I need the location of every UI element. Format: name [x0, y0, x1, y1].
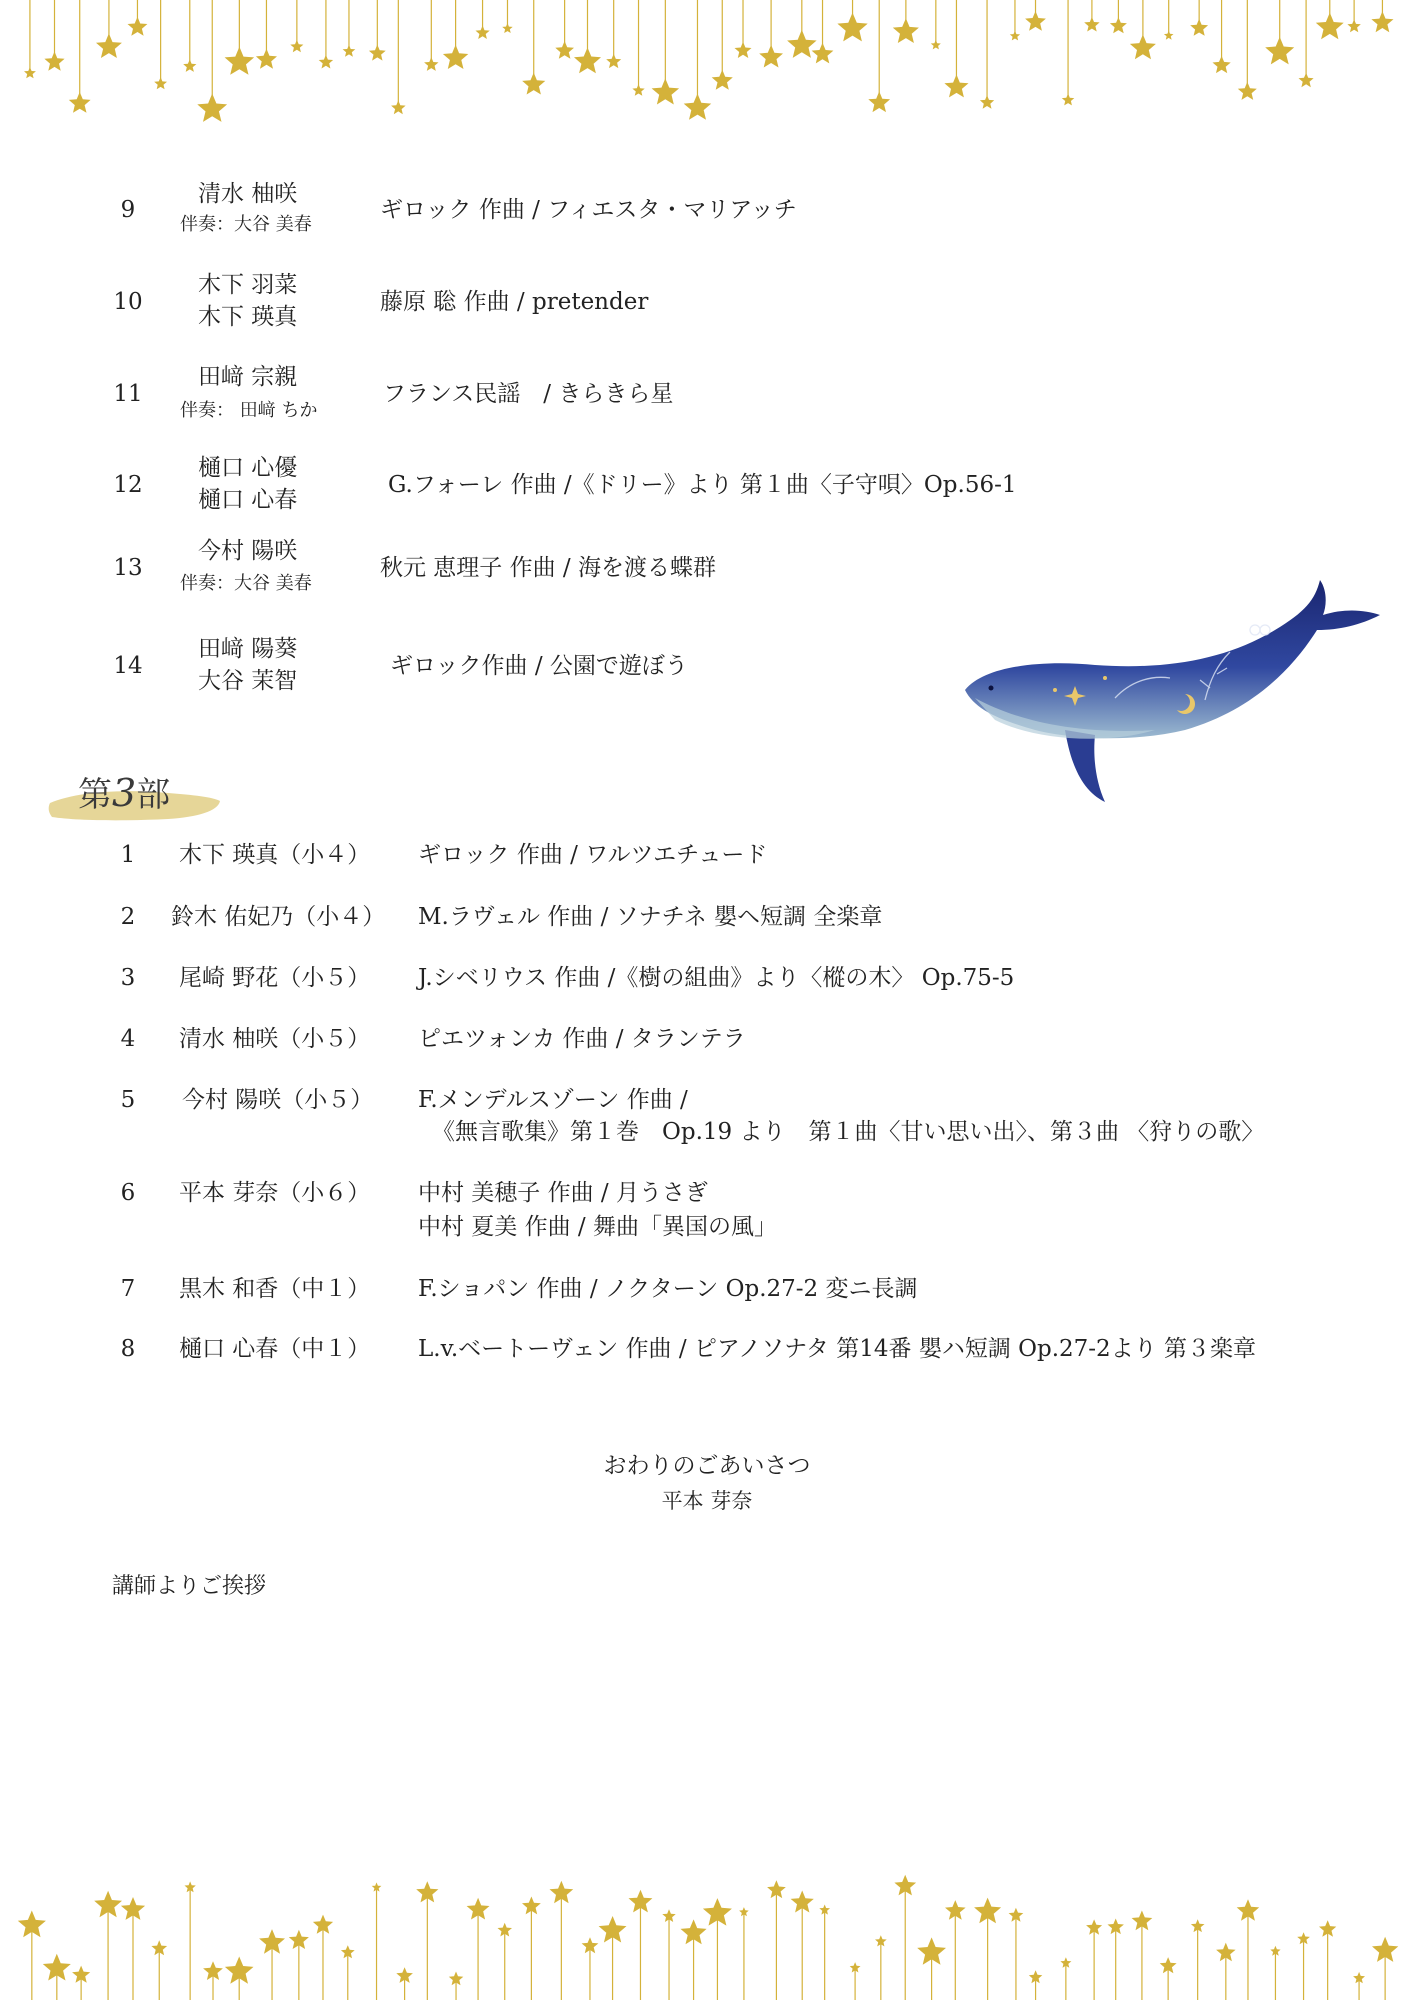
- star-icon: [424, 57, 438, 71]
- teacher-greeting: 講師よりご挨拶: [112, 1574, 267, 1599]
- star-icon: [1265, 37, 1294, 65]
- star-icon: [555, 41, 574, 59]
- piece-title: L.v.ベートーヴェン 作曲 / ピアノソナタ 第14番 嬰ハ短調 Op.27-2より 第３楽章: [418, 1336, 1257, 1362]
- performer-name-2: 大谷 茉智: [198, 668, 298, 694]
- piece-title: ピエツォンカ 作曲 / タランテラ: [418, 1026, 746, 1052]
- piece-title: ギロック 作曲 / フィエスタ・マリアッチ: [380, 197, 797, 223]
- star-icon: [787, 30, 817, 58]
- piece-title: ギロック作曲 / 公園で遊ぼう: [390, 653, 688, 679]
- item-number: 13: [113, 555, 143, 581]
- star-icon: [197, 94, 227, 122]
- performer-name: 鈴木 佑妃乃（小４）: [171, 904, 386, 930]
- star-icon: [837, 13, 867, 42]
- star-icon: [256, 49, 277, 69]
- star-icon: [944, 75, 968, 98]
- performer-name: 木下 瑛真（小４）: [179, 842, 371, 868]
- star-icon: [183, 59, 196, 72]
- star-icon: [1316, 13, 1344, 40]
- piece-title: 藤原 聡 作曲 / pretender: [380, 289, 649, 315]
- piece-title: 中村 美穂子 作曲 / 月うさぎ: [418, 1180, 708, 1206]
- performer-name: 今村 陽咲: [198, 538, 298, 564]
- star-icon: [606, 54, 621, 68]
- star-icon: [1062, 94, 1075, 106]
- star-icon: [1164, 31, 1174, 40]
- star-icon: [1010, 31, 1020, 41]
- performer-name: 木下 羽菜: [198, 272, 298, 298]
- star-icon: [1025, 11, 1046, 31]
- piece-title-2: 中村 夏美 作曲 / 舞曲「異国の風」: [418, 1214, 777, 1240]
- star-icon: [24, 67, 36, 78]
- piece-title: M.ラヴェル 作曲 / ソナチネ 嬰ヘ短調 全楽章: [418, 904, 883, 930]
- item-number: 4: [120, 1026, 136, 1052]
- star-icon: [1238, 82, 1257, 100]
- item-number: 8: [120, 1336, 136, 1362]
- star-icon: [319, 55, 333, 69]
- star-icon: [502, 23, 513, 33]
- star-icon: [1084, 17, 1099, 32]
- whale-illustration: [955, 570, 1395, 820]
- performer-name: 樋口 心優: [198, 455, 298, 481]
- item-number: 6: [120, 1180, 136, 1206]
- accompanist: 伴奏：大谷 美春: [180, 214, 312, 235]
- item-number: 7: [120, 1276, 136, 1302]
- star-icon: [1347, 19, 1360, 32]
- star-icon: [1213, 56, 1231, 73]
- piece-title: F.ショパン 作曲 / ノクターン Op.27-2 変ニ長調: [418, 1276, 918, 1302]
- performer-name: 清水 柚咲: [198, 181, 298, 207]
- star-icon: [1190, 19, 1208, 36]
- star-icon: [369, 45, 386, 61]
- piece-title: ギロック 作曲 / ワルツエチュード: [418, 842, 768, 868]
- item-number: 3: [120, 965, 136, 991]
- star-icon: [128, 17, 148, 36]
- closing-speaker: 平本 芽奈: [661, 1489, 753, 1513]
- star-icon: [522, 73, 545, 95]
- piece-title: フランス民謡 / きらきら星: [383, 381, 674, 407]
- item-number: 1: [120, 842, 136, 868]
- star-icon: [154, 77, 167, 89]
- star-icon: [735, 42, 752, 58]
- star-icon: [391, 100, 406, 114]
- star-icon: [931, 40, 941, 50]
- star-icon: [476, 26, 490, 40]
- performer-name: 清水 柚咲（小５）: [179, 1026, 371, 1052]
- section-suffix: 部: [136, 775, 171, 815]
- star-icon: [225, 47, 255, 75]
- item-number: 12: [113, 472, 143, 498]
- item-number: 14: [113, 653, 143, 679]
- item-number: 5: [120, 1087, 136, 1113]
- item-number: 2: [120, 904, 136, 930]
- piece-title: F.メンデルスゾーン 作曲 /: [418, 1087, 688, 1113]
- star-icon: [443, 45, 468, 69]
- star-icon: [290, 40, 303, 52]
- item-number: 10: [113, 289, 143, 315]
- performer-name: 田﨑 陽葵: [198, 636, 298, 662]
- item-number: 11: [113, 381, 143, 407]
- star-icon: [1130, 34, 1156, 59]
- section-title: [78, 767, 170, 816]
- piece-title-2: 《無言歌集》第１巻 Op.19 より 第１曲〈甘い思い出〉、第３曲 〈狩りの歌〉: [432, 1119, 1265, 1145]
- performer-name: 尾崎 野花（小５）: [179, 965, 371, 991]
- star-icon: [868, 91, 890, 112]
- performer-name: 樋口 心春（中１）: [179, 1336, 371, 1362]
- performer-name: 今村 陽咲（小５）: [182, 1087, 374, 1113]
- performer-name: 平本 芽奈（小６）: [179, 1180, 371, 1206]
- star-icon: [980, 95, 994, 109]
- item-number: 9: [120, 197, 136, 223]
- piece-title: J.シベリウス 作曲 /《樹の組曲》より〈樅の木〉 Op.75-5: [418, 965, 1015, 991]
- star-icon: [1110, 17, 1127, 33]
- star-icon: [632, 84, 644, 96]
- piece-title: G.フォーレ 作曲 /《ドリー》より 第１曲〈子守唄〉Op.56-1: [388, 472, 1017, 498]
- star-icon: [69, 92, 91, 113]
- section-header-part3: [48, 765, 228, 830]
- accompanist: 伴奏：大谷 美春: [180, 573, 312, 594]
- star-icon: [44, 52, 64, 71]
- star-icon: [574, 48, 601, 74]
- star-garland-bottom: [0, 1860, 1414, 2000]
- performer-name-2: 木下 瑛真: [198, 304, 298, 330]
- piece-title: 秋元 恵理子 作曲 / 海を渡る蝶群: [380, 555, 716, 581]
- star-icon: [652, 78, 680, 104]
- star-icon: [96, 33, 122, 58]
- closing-title: おわりのごあいさつ: [603, 1453, 811, 1479]
- performer-name: 田﨑 宗親: [198, 364, 298, 390]
- star-icon: [1371, 11, 1393, 32]
- star-icon: [893, 18, 919, 43]
- star-garland-top: [0, 0, 1414, 140]
- star-icon: [684, 94, 712, 120]
- star-icon: [712, 70, 733, 90]
- performer-name: 黒木 和香（中１）: [179, 1276, 371, 1302]
- performer-name-2: 樋口 心春: [198, 487, 298, 513]
- section-number: 3: [112, 771, 137, 815]
- star-icon: [343, 45, 356, 57]
- star-icon: [812, 43, 834, 64]
- star-icon: [759, 45, 783, 68]
- section-prefix: 第: [78, 775, 112, 815]
- star-icon: [1299, 73, 1314, 87]
- accompanist: 伴奏： 田﨑 ちか: [180, 400, 318, 421]
